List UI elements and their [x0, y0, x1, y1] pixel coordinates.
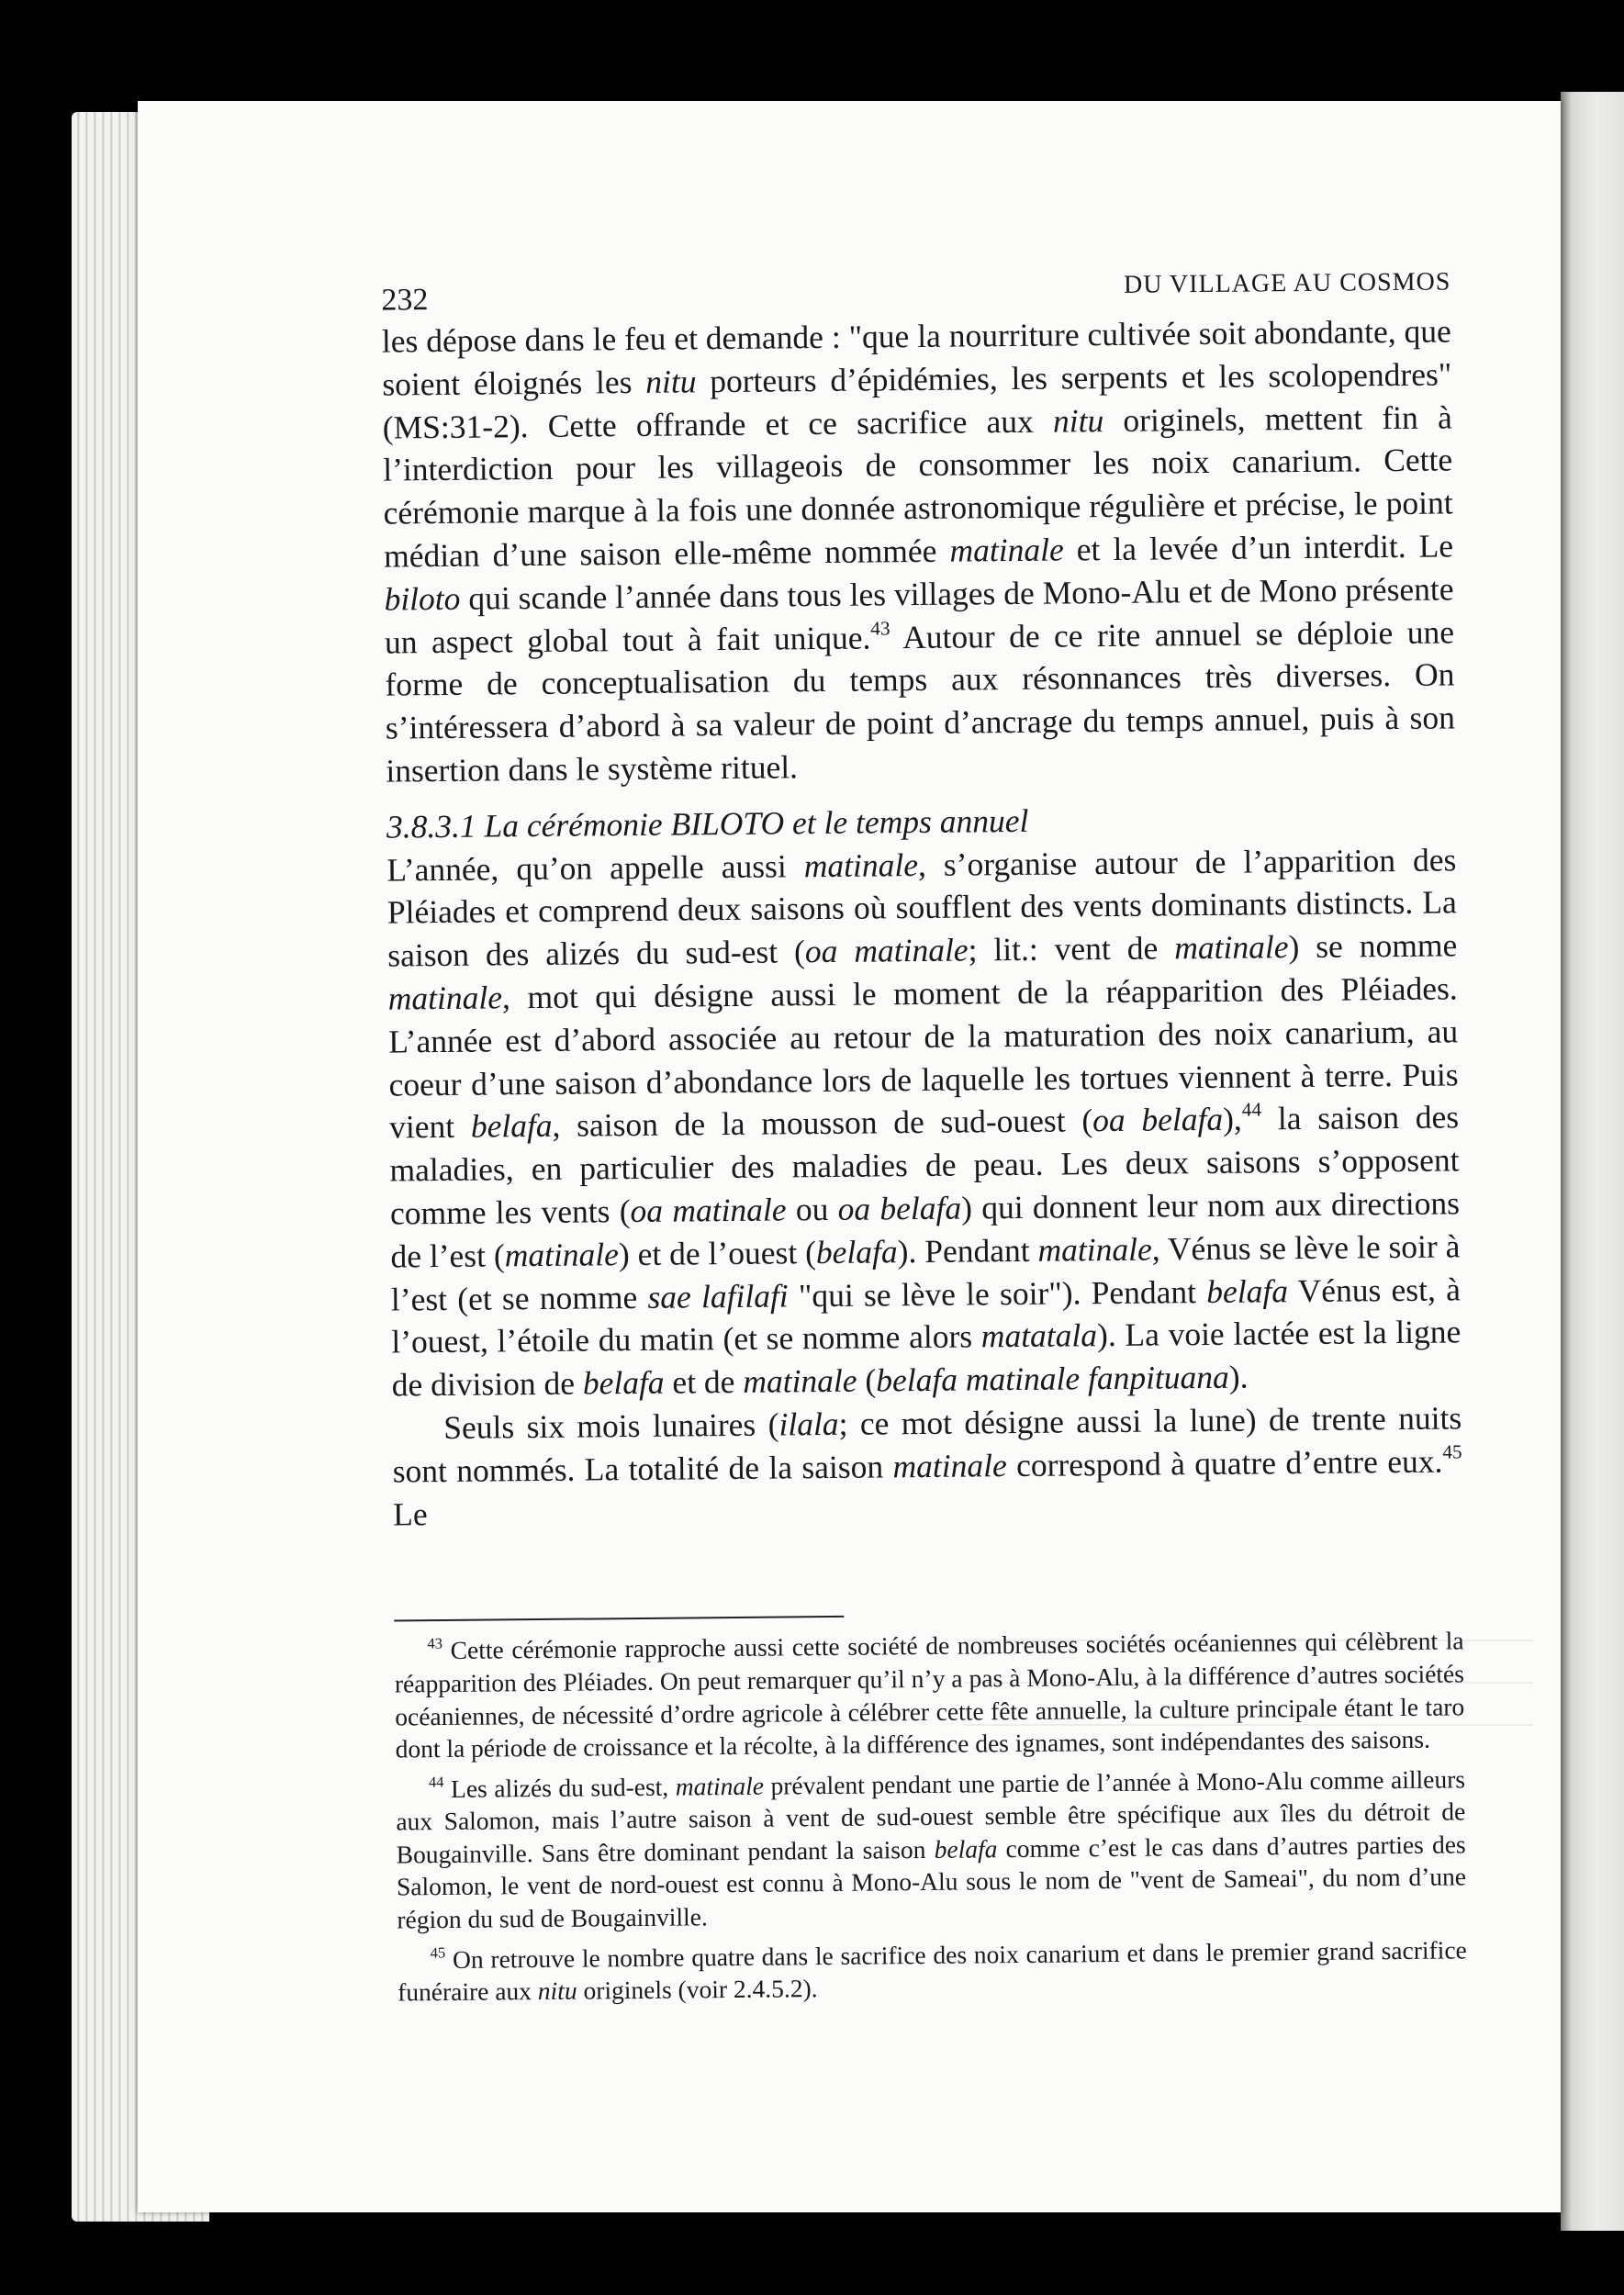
footnote-45: $^{45}$ On retrouve le nombre quatre dans le sacrifice des noix canarium et dans le premier grand sacrifice funéraire aux nitu originels (voir 2.4.5.2).	[398, 1934, 1467, 2007]
page-header	[248, 245, 1451, 321]
footnote-ref-43: 43	[870, 616, 890, 640]
facing-page-edge	[1561, 92, 1624, 2231]
footnote-ref-45: 45	[1442, 1440, 1462, 1463]
footnotes	[394, 1625, 1467, 2010]
paragraph-2: L’année, qu’on appelle aussi matinale, s’organise autour de l’apparition des Pléiades et comprend deux saisons où soufflent des vents dominants distincts. La saison des alizés du sud-est (oa matinale; lit.: vent de matinale) se nomme matinale, mot qui désigne aussi le moment de la réapparition des Pléiades. L’année est d’abord associée au retour de la maturation des noix canarium, au coeur d’une saison d’abondance lors de laquelle les tortues viennent à terre. Puis vient belafa, saison de la mousson de sud-ouest (oa belafa),$^{44}$ la saison des maladies, en particulier des maladies de peau. Les deux saisons s’opposent comme les vents (oa matinale ou oa belafa) qui donnent leur nom aux directions de l’est (matinale) et de l’ouest (belafa). Pendant matinale, Vénus se lève le soir à l’est (et se nomme sae lafilafi "qui se lève le soir"). Pendant belafa Vénus est, à l’ouest, l’étoile du matin (et se nomme alors matatala). La voie lactée est la ligne de division de belafa et de matinale (belafa matinale fanpituana).	[386, 840, 1462, 1404]
running-head: DU VILLAGE AU COSMOS	[1123, 267, 1451, 299]
paragraph-3: Seuls six mois lunaires (ilala; ce mot désigne aussi la lune) de trente nuits sont nommés. La totalité de la saison matinale correspond à quatre d’entre eux.$^{45}$ Le	[392, 1399, 1462, 1533]
page-number: 232	[381, 283, 429, 318]
section-title: 3.8.3.1 La cérémonie BILOTO et le temps annuel	[386, 801, 1029, 845]
footnote-ref-44: 44	[1241, 1098, 1262, 1122]
footnote-separator	[394, 1616, 844, 1622]
paragraph-1: les dépose dans le feu et demande : "que la nourriture cultivée soit abondante, que soient éloignés les nitu porteurs d’épidémies, les serpents et les scolopendres" (MS:31-2). Cette offrande et ce sacrifice aux nitu originels, mettent fin à l’interdiction pour les villageois de consommer les noix canarium. Cette cérémonie marque à la fois une donnée astronomique régulière et précise, le point médian d’une saison elle-même nommée matinale et la levée d’un interdit. Le biloto qui scande l’année dans tous les villages de Mono-Alu et de Mono présente un aspect global tout à fait unique.$^{43}$ Autour de ce rite annuel se déploie une forme de conceptualisation du temps aux résonnances très diverses. On s’intéressera d’abord à sa valeur de point d’ancrage du temps annuel, puis à son insertion dans le système rituel.	[381, 312, 1456, 789]
page-content	[248, 245, 1467, 2017]
body-text	[382, 309, 1463, 1535]
footnote-44: $^{44}$ Les alizés du sud-est, matinale prévalent pendant une partie de l’année à Mono-Alu comme ailleurs aux Salomon, mais l’autre saison à vent de sud-ouest semble être spécifique aux îles du détroit de Bougainville. Sans être dominant pendant la saison belafa comme c’est le cas dans d’autres parties des Salomon, le vent de nord-ouest est connu à Mono-Alu sous le nom de "vent de Sameai", du nom d’une région du sud de Bougainville.	[396, 1764, 1467, 1934]
footnote-43: $^{43}$ Cette cérémonie rapproche aussi cette société de nombreuses sociétés océaniennes qui célèbrent la réapparition des Pléiades. On peut remarquer qu’il n’y a pas à Mono-Alu, à la différence d’autres sociétés océaniennes, de nécessité d’ordre agricole à célébrer cette fête annuelle, la culture principale étant le taro dont la période de croissance et la récolte, à la différence des ignames, sont indépendantes des saisons.	[394, 1626, 1465, 1763]
